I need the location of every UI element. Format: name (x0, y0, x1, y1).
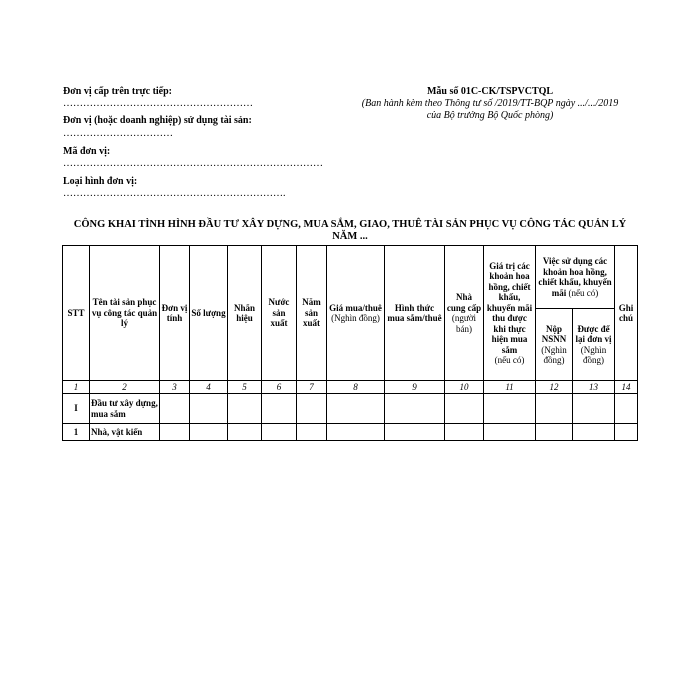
using-unit-label: Đơn vị (hoặc doanh nghiệp) sử dụng tài sản: (63, 115, 252, 126)
header-discount-value (484, 246, 536, 381)
col-index: 4 (190, 381, 228, 394)
header-brand: Nhãn hiệu (228, 246, 262, 381)
row-stt: I (63, 394, 90, 424)
header-keep-unit: (Nghìn đồng) (580, 344, 607, 365)
col-index: 9 (385, 381, 445, 394)
unit-code-label: Mã đơn vị: (63, 146, 111, 157)
col-index: 13 (573, 381, 615, 394)
cell (160, 424, 190, 441)
parent-unit-dots: ………………………………………………… (63, 98, 253, 109)
cell (160, 394, 190, 424)
header-supplier-label: Nhà cung cấp (446, 292, 482, 313)
header-price (327, 246, 385, 381)
parent-unit-label: Đơn vị cấp trên trực tiếp: (63, 86, 173, 97)
cell (615, 394, 638, 424)
cell (327, 424, 385, 441)
header-keep-label: Được để lại đơn vị (575, 323, 612, 344)
unit-type-label: Loại hình đơn vị: (63, 176, 138, 187)
col-index: 6 (262, 381, 297, 394)
unit-type-dots: …………………………………………………………. (63, 188, 286, 199)
report-title: CÔNG KHAI TÌNH HÌNH ĐẦU TƯ XÂY DỰNG, MUA SẮM, GIAO, THUÊ TÀI SẢN PHỤC VỤ CÔNG TÁC QUẢN LÝ NĂM ... (73, 219, 627, 242)
cell (484, 424, 536, 441)
header-discount-label: Giá trị các khoản hoa hồng, chiết khấu, khuyến mãi thu được khi thực hiện mua sắm (486, 260, 533, 355)
header-price-label: Giá mua/thuê (329, 302, 382, 313)
cell (327, 394, 385, 424)
cell (484, 394, 536, 424)
cell (385, 424, 445, 441)
col-index: 12 (536, 381, 573, 394)
cell (262, 424, 297, 441)
header-quantity: Số lượng (190, 246, 228, 381)
cell (262, 394, 297, 424)
col-index: 1 (63, 381, 90, 394)
cell (536, 394, 573, 424)
header-year: Năm sản xuất (297, 246, 327, 381)
header-discount-use-label: Việc sử dụng các khoản hoa hồng, chiết khấu, khuyến mãi (538, 256, 612, 298)
using-unit-dots: …………………………… (63, 128, 173, 139)
header-discount-use (536, 246, 615, 309)
col-index: 5 (228, 381, 262, 394)
header-price-unit: (Nghìn đồng) (331, 313, 380, 323)
header-nsnn-label: Nộp NSNN (541, 323, 567, 344)
cell (297, 394, 327, 424)
col-index: 10 (445, 381, 484, 394)
cell (190, 394, 228, 424)
header-discount-use-note: (nếu có) (568, 287, 599, 298)
cell (190, 424, 228, 441)
unit-code-dots: …………………………………………………………………… (63, 158, 323, 169)
header-supplier (445, 246, 484, 381)
form-note-line2: của Bộ trưởng Bộ Quốc phòng) (426, 110, 554, 121)
cell (445, 394, 484, 424)
header-discount-note: (nếu có) (494, 355, 525, 365)
form-number: Mẫu số 01C-CK/TSPVCTQL (426, 86, 554, 97)
row-stt: 1 (63, 424, 90, 441)
header-supplier-note: (người bán) (451, 313, 477, 334)
cell (228, 394, 262, 424)
col-index: 14 (615, 381, 638, 394)
row-name: Nhà, vật kiến (90, 424, 160, 441)
table-row (63, 424, 638, 441)
col-index: 7 (297, 381, 327, 394)
header-keep (573, 309, 615, 381)
table-row (63, 394, 638, 424)
col-index: 8 (327, 381, 385, 394)
col-index: 11 (484, 381, 536, 394)
header-asset-name: Tên tài sản phục vụ công tác quản lý (90, 246, 160, 381)
cell (228, 424, 262, 441)
cell (297, 424, 327, 441)
col-index: 2 (90, 381, 160, 394)
header-nsnn-unit: (Nghìn đồng) (541, 344, 567, 365)
header-nsnn (536, 309, 573, 381)
form-note-line1: (Ban hành kèm theo Thông tư số /2019/TT-BQP ngày .../.../2019 (361, 98, 619, 109)
cell (573, 424, 615, 441)
header-note: Ghi chú (615, 246, 638, 381)
cell (573, 394, 615, 424)
cell (615, 424, 638, 441)
cell (536, 424, 573, 441)
header-country: Nước sản xuất (262, 246, 297, 381)
cell (445, 424, 484, 441)
row-name: Đầu tư xây dựng, mua sắm (90, 394, 160, 424)
header-purchase-form: Hình thức mua sắm/thuê (385, 246, 445, 381)
header-unit: Đơn vị tính (160, 246, 190, 381)
col-index: 3 (160, 381, 190, 394)
cell (385, 394, 445, 424)
column-index-row (63, 381, 638, 394)
asset-table (62, 245, 638, 441)
header-stt: STT (63, 246, 90, 381)
